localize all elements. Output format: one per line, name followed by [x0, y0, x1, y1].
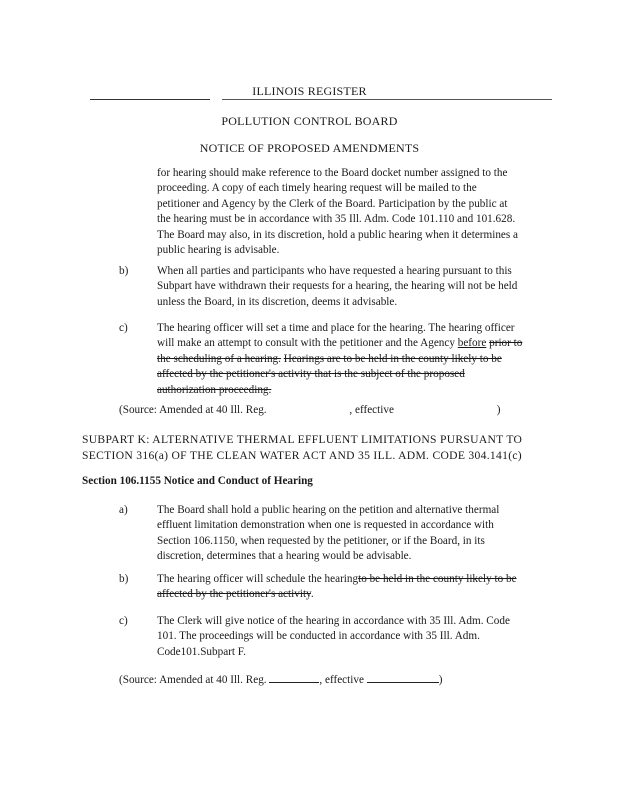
text-line: petitioner and Agency by the Clerk of the Board. Participation by the public at	[157, 197, 508, 210]
text-line: Section 106.1150, when requested by the petitioner, or if the Board, in its	[157, 534, 485, 547]
text-line: The hearing officer will set a time and place for the hearing. The hearing officer	[157, 322, 515, 334]
item-label-a: a)	[119, 504, 128, 516]
item-label-c: c)	[119, 322, 128, 334]
text-line: for hearing should make reference to the Board docket number assigned to the	[157, 167, 508, 179]
text-line: The Clerk will give notice of the hearing in accordance with 35 Ill. Adm. Code	[157, 615, 510, 627]
text-span: will make an attempt to consult with the petitioner and the Agency	[157, 337, 458, 350]
text-line	[157, 352, 567, 367]
board-title: POLLUTION CONTROL BOARD	[221, 114, 398, 128]
text-line	[157, 572, 567, 587]
header-rule-right	[222, 99, 552, 100]
source-end: )	[496, 404, 501, 416]
deleted-text: the scheduling of a hearing.	[157, 352, 281, 365]
text-span: .	[310, 588, 314, 601]
source-blank	[269, 671, 319, 683]
text-line: the hearing must be in accordance with 35 Ill. Adm. Code 101.110 and 101.628.	[157, 213, 516, 226]
text-line: proceeding. A copy of each timely hearing request will be mailed to the	[157, 182, 477, 195]
source-blank	[367, 671, 439, 683]
deleted-line: affected by the petitioner's activity that is the subject of the proposed	[157, 368, 465, 381]
text-line: Subpart have withdrawn their requests for a hearing, the hearing will not be held	[157, 280, 518, 293]
text-span: The hearing officer will schedule the hearing	[157, 573, 359, 585]
deleted-text: prior to	[489, 337, 523, 350]
continued-paragraph	[157, 166, 557, 258]
text-line: Code101.Subpart F.	[157, 645, 246, 658]
text-line: 101. The proceedings will be conducted in accordance with 35 Ill. Adm.	[157, 630, 480, 643]
text-line	[157, 336, 567, 351]
item-label-b: b)	[119, 265, 129, 277]
subpart-line: SECTION 316(a) OF THE CLEAN WATER ACT AND 35 ILL. ADM. CODE 304.141(c)	[82, 448, 522, 462]
text-line: public hearing is advisable.	[157, 244, 280, 257]
item-a-paragraph	[157, 503, 557, 565]
source-prefix: (Source: Amended at 40 Ill. Reg.	[119, 404, 270, 416]
subpart-line: SUBPART K: ALTERNATIVE THERMAL EFFLUENT LIMITATIONS PURSUANT TO	[82, 433, 523, 446]
text-line: The Board may also, in its discretion, hold a public hearing when it determines a	[157, 228, 519, 241]
item-label-c2: c)	[119, 615, 128, 627]
text-line: discretion, determines that a hearing would be advisable.	[157, 550, 412, 563]
item-b2-paragraph	[157, 572, 567, 603]
deleted-line: authorization proceeding.	[157, 383, 272, 396]
text-line: When all parties and participants who have requested a hearing pursuant to this	[157, 265, 512, 277]
source-note-1	[119, 403, 559, 418]
source-mid: , effective	[349, 404, 397, 416]
header-rule-left	[90, 99, 210, 100]
section-heading: Section 106.1155 Notice and Conduct of Hearing	[82, 475, 313, 487]
item-label-b2: b)	[119, 573, 129, 585]
source-prefix: (Source: Amended at 40 Ill. Reg.	[119, 674, 270, 686]
text-line	[157, 587, 567, 602]
deleted-text: affected by the petitioner's activity	[157, 588, 311, 601]
inserted-text: before	[457, 337, 487, 350]
item-c2-paragraph	[157, 614, 557, 660]
source-note-2	[119, 671, 559, 688]
register-title: ILLINOIS REGISTER	[252, 84, 367, 98]
source-mid: , effective	[319, 674, 367, 686]
subpart-heading	[82, 432, 562, 463]
text-line: unless the Board, in its discretion, deems it advisable.	[157, 295, 398, 308]
deleted-text: Hearings are to be held in the county likely to be	[283, 352, 502, 365]
source-end: )	[438, 674, 443, 686]
text-line: effluent limitation demonstration when one is requested in accordance with	[157, 519, 494, 532]
item-b-paragraph	[157, 264, 557, 310]
deleted-text: to be held in the county likely to be	[358, 573, 517, 585]
item-c-paragraph	[157, 321, 567, 398]
text-line: The Board shall hold a public hearing on the petition and alternative thermal	[157, 504, 500, 516]
notice-title: NOTICE OF PROPOSED AMENDMENTS	[199, 141, 420, 155]
